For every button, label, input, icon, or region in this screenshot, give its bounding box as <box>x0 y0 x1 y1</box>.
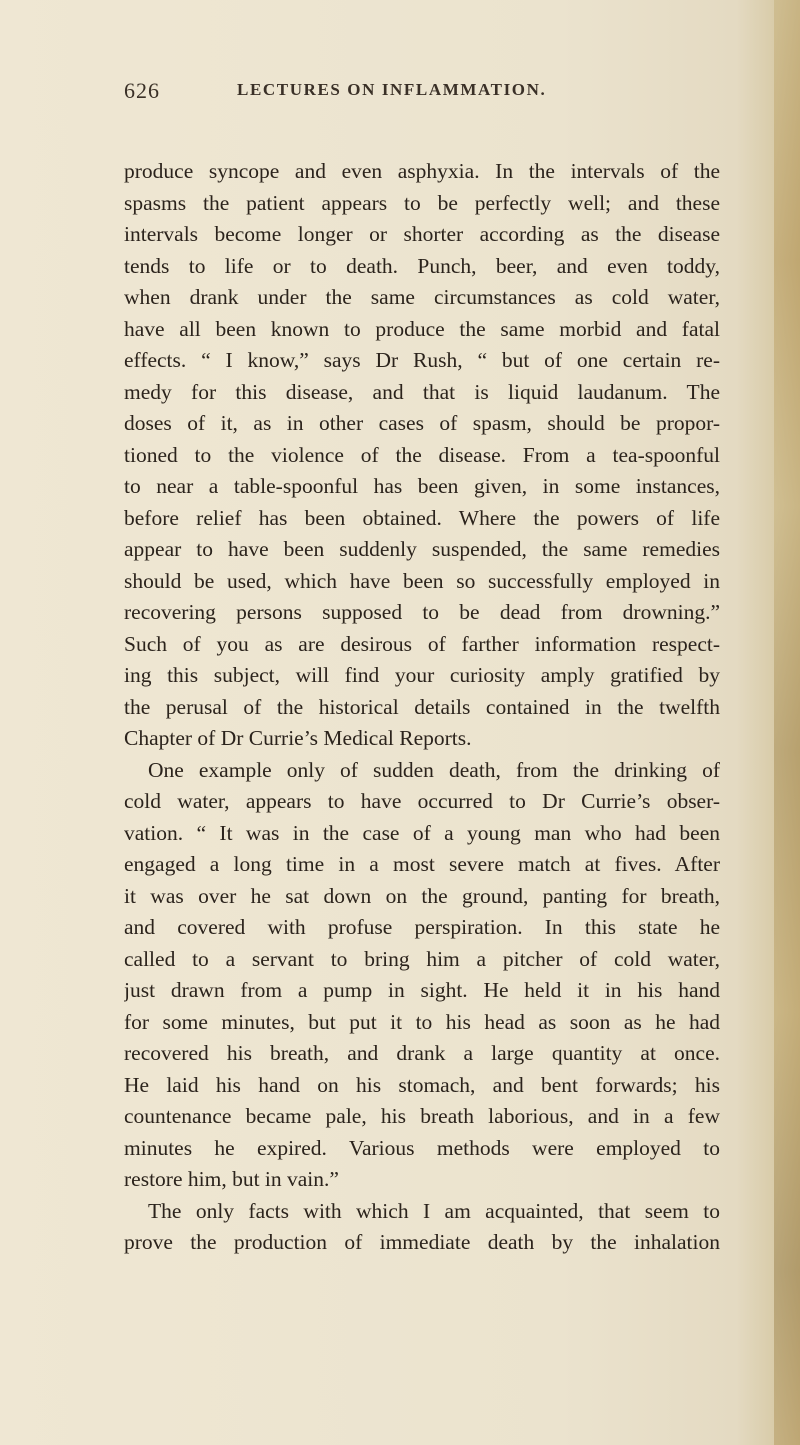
page-number: 626 <box>124 78 160 103</box>
text-line: have all been known to produce the same morbid and fatal <box>124 316 720 341</box>
text-line: cold water, appears to have occurred to Dr Currie’s obser- <box>124 789 720 813</box>
text-line: effects. “ I know,” says Dr Rush, “ but of one certain re- <box>124 348 720 372</box>
text-line: the perusal of the historical details contained in the twelfth <box>124 694 720 719</box>
page-edge-stain <box>774 0 800 1445</box>
text-line: vation. “ It was in the case of a young man who had been <box>124 820 720 845</box>
text-line: produce syncope and even asphyxia. In the intervals of the <box>124 159 720 183</box>
text-line: countenance became pale, his breath laborious, and in a few <box>124 1104 720 1128</box>
text-line: ing this subject, will find your curiosity amply gratified by <box>124 663 720 687</box>
text-line: recovering persons supposed to be dead from drowning.” <box>124 600 720 624</box>
text-line: medy for this disease, and that is liquid laudanum. The <box>124 379 720 404</box>
text-line: before relief has been obtained. Where the powers of life <box>124 505 720 530</box>
text-line: intervals become longer or shorter according as the disease <box>124 222 720 246</box>
text-line: to near a table-spoonful has been given, in some instances, <box>124 474 720 498</box>
text-line: doses of it, as in other cases of spasm, should be propor- <box>124 411 720 435</box>
text-line: spasms the patient appears to be perfectly well; and these <box>124 190 720 215</box>
text-line: restore him, but in vain.” <box>124 1167 339 1191</box>
text-line: when drank under the same circumstances as cold water, <box>124 285 720 309</box>
text-line: engaged a long time in a most severe match at fives. After <box>124 852 720 876</box>
text-line: Such of you as are desirous of farther information respect- <box>124 631 720 656</box>
text-line: The only facts with which I am acquainted, that seem to <box>148 1198 720 1223</box>
text-line: prove the production of immediate death by the inhalation <box>124 1230 720 1254</box>
body-text <box>124 156 720 1259</box>
text-line: recovered his breath, and drank a large quantity at once. <box>124 1041 720 1065</box>
text-line: just drawn from a pump in sight. He held it in his hand <box>124 978 720 1002</box>
text-line: tioned to the violence of the disease. From a tea-spoonful <box>124 442 720 467</box>
running-head: LECTURES ON INFLAMMATION. <box>237 80 547 99</box>
text-line: tends to life or to death. Punch, beer, and even toddy, <box>124 253 720 278</box>
text-line: He laid his hand on his stomach, and bent forwards; his <box>124 1072 720 1097</box>
text-line: One example only of sudden death, from the drinking of <box>148 757 720 782</box>
text-line: and covered with profuse perspiration. In this state he <box>124 915 720 939</box>
text-line: should be used, which have been so successfully employed in <box>124 568 720 593</box>
text-line: appear to have been suddenly suspended, the same remedies <box>124 537 720 561</box>
text-line: called to a servant to bring him a pitcher of cold water, <box>124 946 720 971</box>
page-header <box>0 76 800 116</box>
text-line: Chapter of Dr Currie’s Medical Reports. <box>124 726 472 750</box>
text-line: minutes he expired. Various methods were employed to <box>124 1135 720 1160</box>
text-line: for some minutes, but put it to his head as soon as he had <box>124 1009 720 1034</box>
text-line: it was over he sat down on the ground, panting for breath, <box>124 883 720 908</box>
